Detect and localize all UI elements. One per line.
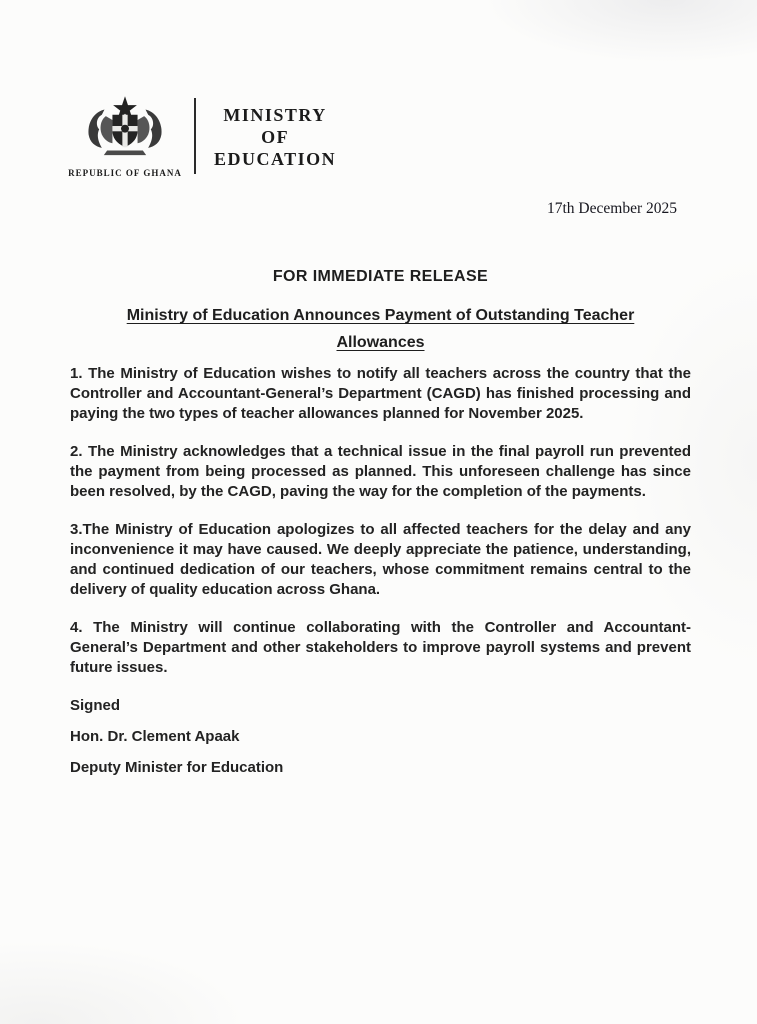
release-label: FOR IMMEDIATE RELEASE: [272, 268, 489, 285]
ministry-name-line: OF: [261, 127, 290, 147]
ministry-name-line: MINISTRY: [223, 105, 327, 125]
document-body: [70, 268, 691, 789]
ministry-name-line: EDUCATION: [214, 149, 337, 169]
paragraph-4: 4. The Ministry will continue collaborating with the Controller and Accountant-General’s Department and other stakeholders to improve payroll systems and prevent future issues.: [70, 619, 691, 676]
document-title-line: Allowances: [336, 334, 425, 351]
ghana-coat-of-arms-logo: [82, 96, 168, 165]
paragraph-2: 2. The Ministry acknowledges that a technical issue in the final payroll run prevented the payment from being processed as planned. This unforeseen challenge has since been resolved, by the CAGD, paving the way for the completion of the payments.: [70, 443, 691, 500]
paragraph-3: 3.The Ministry of Education apologizes to all affected teachers for the delay and any inconvenience it may have caused. We deeply appreciate the patience, understanding, and continued dedication of our teachers, whose commitment remains central to the delivery of quality education across Ghana.: [70, 521, 691, 598]
signatory-name: Hon. Dr. Clement Apaak: [70, 728, 240, 745]
coat-of-arms-block: [66, 96, 184, 178]
coat-of-arms-caption: REPUBLIC OF GHANA: [68, 168, 182, 178]
paragraph-1: 1. The Ministry of Education wishes to notify all teachers across the country that the Controller and Accountant-General’s Department (CAGD) has finished processing and paying the two types of teacher allowances planned for November 2025.: [70, 365, 691, 422]
signed-label: Signed: [70, 697, 121, 714]
signatory-title: Deputy Minister for Education: [70, 759, 284, 776]
document-title-line: Ministry of Education Announces Payment of Outstanding Teacher: [126, 307, 635, 324]
ministry-name: [208, 104, 342, 170]
document-title: [70, 302, 691, 356]
letterhead: [66, 96, 342, 178]
release-date: 17th December 2025: [547, 200, 677, 217]
letterhead-divider: [194, 98, 196, 174]
